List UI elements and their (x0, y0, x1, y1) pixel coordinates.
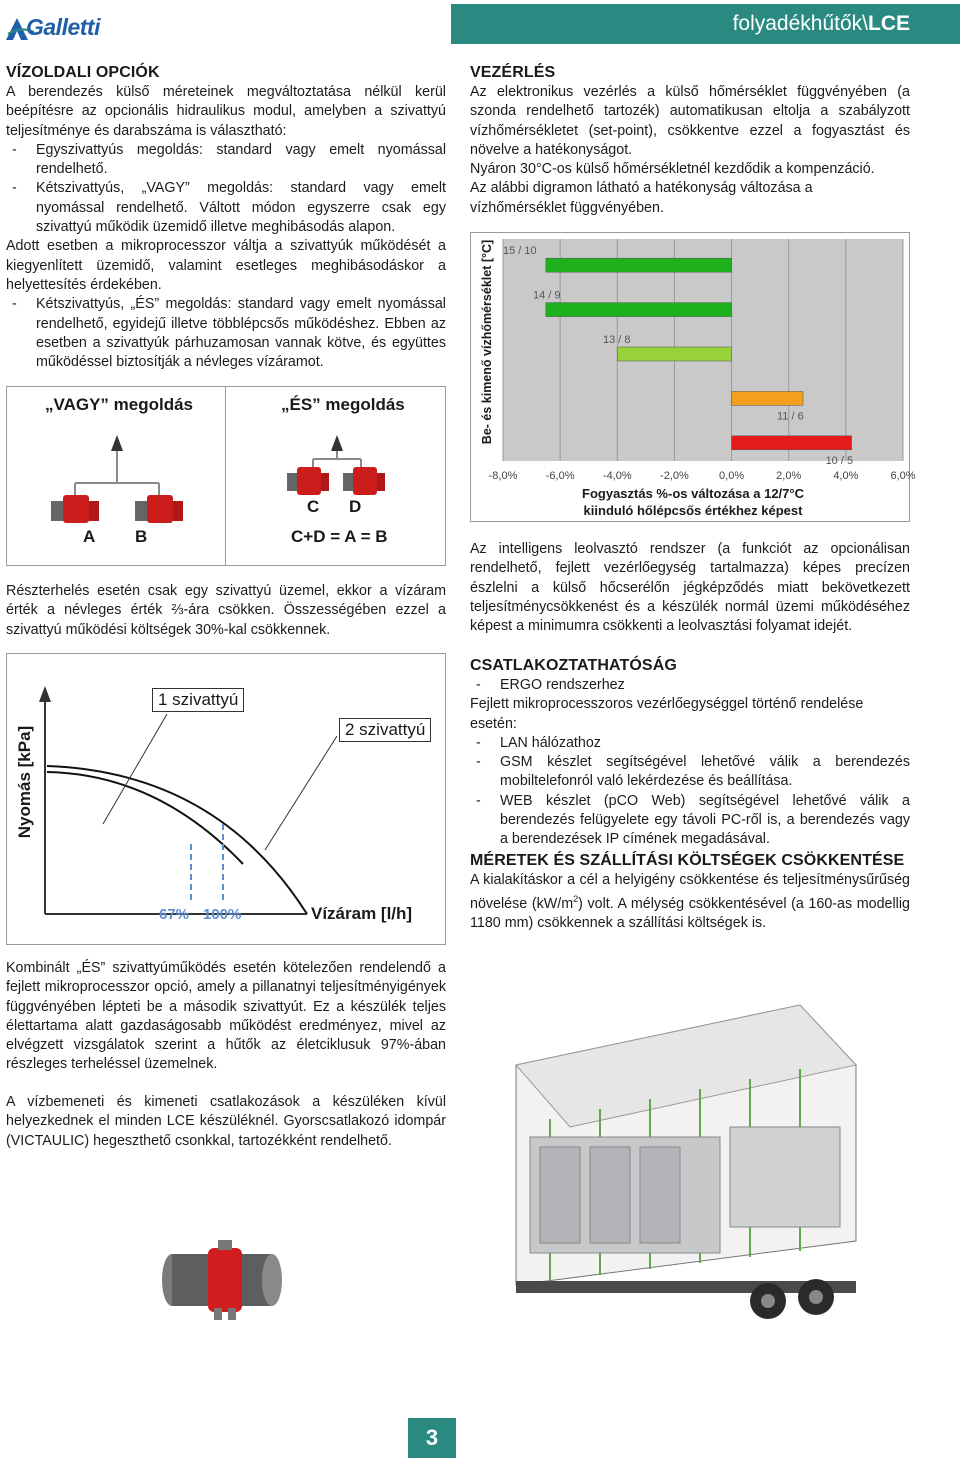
chart-ylabel: Be- és kimenő vízhőmérséklet [°C] (480, 239, 494, 445)
connectivity-heading: CSATLAKOZTATHATÓSÁG (470, 657, 677, 674)
connectivity-web: - WEB készlet (pCO Web) segítségével lehetővé válik a berendezés felügyelete egy távoli PC-ről is, a berendezés vagy a berendezések IP címének megadásával. (470, 792, 910, 850)
pump-b-icon (135, 495, 183, 523)
water-options-heading: VÍZOLDALI OPCIÓK (6, 64, 160, 81)
connectivity-gsm: - GSM készlet segítségével lehetővé válik a berendezés mobiltelefonról való lekérdezése és beállítása. (470, 753, 910, 792)
pressure-chart-box (6, 653, 446, 945)
option-and-pumps: - Kétszivattyús, „ÉS” megoldás: standard vagy emelt nyomással rendelhető, egyidejű illetve többlépcsős működéshez. Ebben az esetben a szivattyúk párhuzamosan vannak kötve, és együttes működéssel biztosítják a névleges vízáramot. (6, 295, 446, 372)
x-tick-label: -2,0% (660, 470, 689, 482)
pump-equation: C+D = A = B (291, 527, 388, 546)
page-number-box (408, 1418, 456, 1458)
and-solution-title: „ÉS” megoldás (281, 395, 405, 414)
bar-4 (732, 436, 852, 450)
connectivity-section (470, 657, 910, 850)
brand-logo (4, 12, 110, 42)
connectivity-lan: - LAN hálózathoz (470, 734, 910, 753)
two-pump-label: 2 szivattyú (339, 718, 431, 742)
pump-d-icon (343, 467, 385, 495)
partial-load-text: Részterhelés esetén csak egy szivattyú üzemel, ekkor a vízáram érték a névleges érték ⅔-ára csökken. Összességében ezzel a szivattyú működési költségek 30%-kal csökkennek. (6, 583, 446, 638)
brand-name: Galletti (26, 14, 100, 40)
victaulic-coupling-image (152, 1228, 302, 1328)
pump-a-icon (51, 495, 99, 523)
pump-c-icon (287, 467, 329, 495)
pressure-axis-label: Nyomás [kPa] (15, 725, 34, 839)
x-tick-label: 0,0% (719, 470, 745, 482)
dimensions-text: A kialakításkor a cél a helyigény csökkentése és teljesítménysűrűség növelése $(kW/m^2)$ volt. A mélység csökkentésével (a 160-as modellig 1180 mm) csökkennek a szállítási költségek is. (470, 872, 910, 932)
x-tick-label: 2,0% (776, 470, 802, 482)
section-banner (451, 4, 960, 44)
x-tick-label: -4,0% (602, 470, 632, 482)
page-number: 3 (425, 1425, 439, 1450)
bar-0 (546, 258, 732, 272)
flow-axis-label: Vízáram [l/h] (311, 904, 413, 923)
dimensions-heading: MÉRETEK ÉS SZÁLLÍTÁSI KÖLTSÉGEK CSÖKKENTÉSE (470, 852, 905, 869)
section-title: folyadékhűtők\LCE (732, 12, 910, 35)
control-paragraph-3: Az alábbi digramon látható a hatékonyság változása a vízhőmérséklet függvényében. (470, 180, 813, 216)
pump-diagram-divider (225, 387, 226, 565)
x-tick-label: -6,0% (545, 470, 575, 482)
control-section (470, 64, 910, 218)
x-tick-label: 6,0% (890, 470, 916, 482)
control-paragraph-2: Nyáron 30°C-os külső hőmérsékletnél kezdődik a kompenzáció. (470, 161, 875, 178)
water-options-intro: A berendezés külső méreteinek megváltoztatása nélkül kerül beépítésre az opcionális hidraulikus modul, amelyben a szivattyú teljesítménye és darabszáma is választható: (6, 84, 446, 139)
bar-label-3: 11 / 6 (777, 410, 804, 423)
combined-operation-text: Kombinált „ÉS” szivattyúműködés esetén kötelezően rendelendő a fejlett mikroprocesszor opció, amely a pillanatnyi teljesítményigények függvényében lépteti be a második szivattyút. Ez a készülék teljes élettartama alatt gazdaságosabb működést eredményez, mivel az elvégzett vizsgálatok szerint a hűtők az életciklusuk 97%-ában részleges terheléssel üzemelnek. (6, 960, 446, 1073)
bar-label-4: 10 / 5 (825, 454, 854, 467)
bar-3 (732, 391, 803, 405)
bar-label-2: 13 / 8 (603, 334, 631, 346)
option-single-pump: - Egyszivattyús megoldás: standard vagy emelt nyomással rendelhető. (6, 141, 446, 180)
pump-label-b: B (135, 527, 148, 546)
pct-67-label: 67% (159, 906, 190, 923)
consumption-chart-box (470, 232, 916, 522)
truck-image (500, 985, 870, 1325)
control-paragraph-1: Az elektronikus vezérlés a külső hőmérséklet függvényében (a szonda rendelhető tartozék) automatikusan eltolja a szabályzott vízhőmérsékletet (set-point), csökkentve ezzel a fogyasztást és növelve a hatékonyságot. (470, 84, 910, 158)
control-heading: VEZÉRLÉS (470, 64, 556, 81)
bar-1 (546, 303, 732, 317)
connections-text: A vízbemeneti és kimeneti csatlakozások a készüléken kívül helyezkednek el minden LCE készüléknél. Gyorscsatlakozó idompár (VICTAULIC) hegeszthető csonkkal, tartozékként rendelhető. (6, 1094, 446, 1149)
dimensions-section (470, 852, 910, 934)
pump-diagram-box (6, 386, 446, 566)
and-pumps-schematic (283, 431, 393, 501)
pump-label-d: D (349, 497, 362, 516)
pump-label-a: A (83, 527, 96, 546)
chart-xlabel: Fogyasztás %-os változása a 12/7°C kiinduló hőlépcsős értékhez képest (582, 486, 804, 518)
bar-label-1: 14 / 9 (533, 289, 561, 302)
one-pump-label: 1 szivattyú (152, 688, 244, 712)
water-options-section (6, 64, 446, 372)
connectivity-ergo: - ERGO rendszerhez (470, 676, 910, 695)
bar-label-0: 15 / 10 (503, 245, 537, 258)
pct-100-label: 100% (203, 906, 242, 923)
defrost-text: Az intelligens leolvasztó rendszer (a funkciót az opcionálisan rendelhető, fejlett vezérlőegység tartalmazza) képes precízen észlelni a külső hőcserélőn jégképződés miatt bekövetkezett teljesítménycsökkenést és a készülék normál üzemi működéséhez képest a minimumra csökkenti a leolvasztási folyamat idejét. (470, 541, 910, 635)
bar-2 (617, 347, 731, 361)
option-or-pumps-detail: Adott esetben a mikroprocesszor váltja a szivattyúk működését a kiegyenlített üzemidő, valamint esetleges meghibásodáskor a helyettesítés érdekében. (6, 238, 446, 293)
or-pumps-schematic (45, 431, 205, 527)
option-or-pumps: - Kétszivattyús, „VAGY” megoldás: standard vagy emelt nyomással rendelhető. Váltott módon egyszerre csak egy szivattyú működik üzemidő illetve meghibásodás alapon. (6, 179, 446, 237)
or-solution-title: „VAGY” megoldás (45, 395, 193, 414)
x-tick-label: 4,0% (833, 470, 859, 482)
consumption-bar-chart (471, 233, 916, 523)
x-tick-label: -8,0% (488, 470, 518, 482)
connectivity-intro: Fejlett mikroprocesszoros vezérlőegységgel történő rendelése esetén: (470, 696, 864, 732)
pump-label-c: C (307, 497, 320, 516)
